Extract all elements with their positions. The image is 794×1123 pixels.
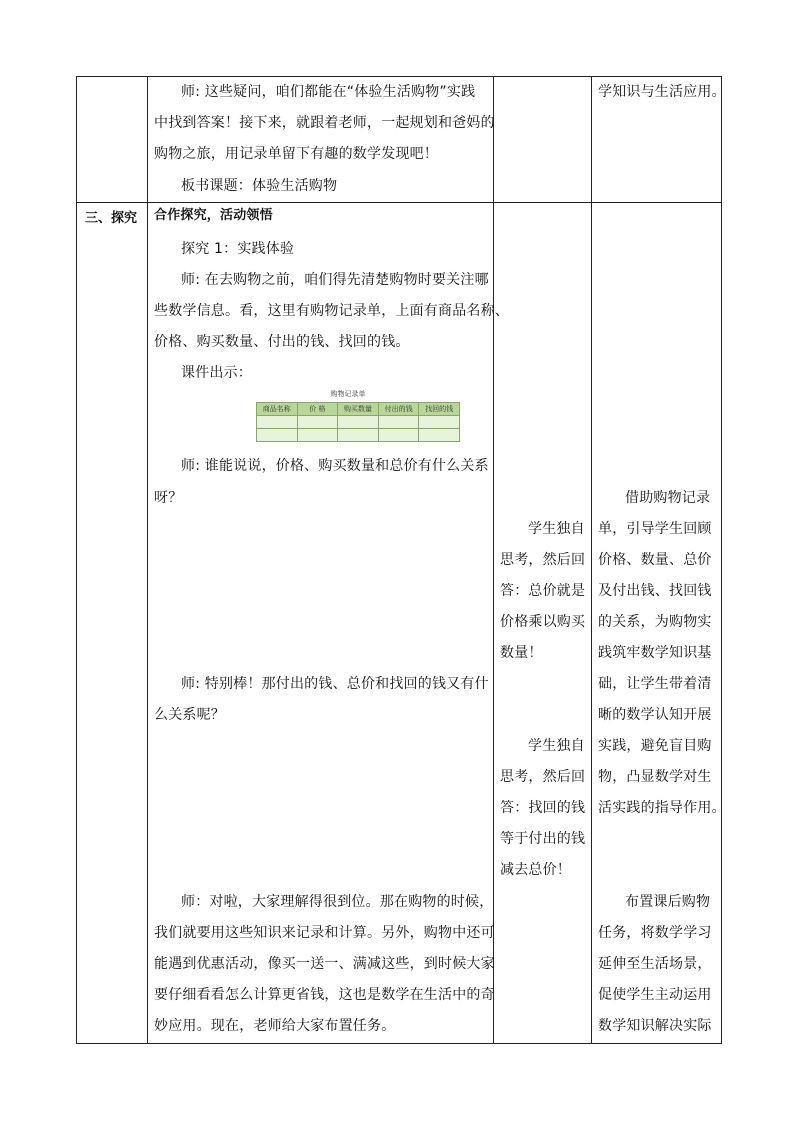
shopping-record-image — [256, 389, 460, 442]
student-activity-cell — [494, 203, 592, 1044]
table-row — [77, 203, 722, 1044]
teacher-activity-cell — [148, 77, 494, 203]
text-line: 么关系呢？ — [154, 707, 225, 724]
text-line: 活实践的指导作用。 — [598, 800, 726, 817]
text-line: 师: 在去购物之前，咱们得先清楚购物时要关注哪 — [181, 272, 489, 289]
text-line: 思考，然后回 — [500, 552, 586, 569]
record-row — [257, 429, 460, 442]
text-line: 及付出钱、找回钱 — [598, 583, 712, 600]
text-line: 能遇到优惠活动，像买一送一、满减这些，到时候大家 — [154, 956, 495, 973]
text-line: 的关系，为购物实 — [598, 614, 712, 631]
text-line: 数学知识解决实际 — [598, 1018, 712, 1035]
text-line: 答：找回的钱 — [500, 800, 586, 817]
table-row — [77, 77, 722, 203]
text-line: 减去总价！ — [500, 862, 571, 879]
text-line: 购物之旅，用记录单留下有趣的数学发现吧！ — [154, 146, 438, 162]
text-line: 思考，然后回 — [500, 769, 586, 786]
record-title: 购物记录单 — [330, 390, 366, 399]
text-line: 师：对啦，大家理解得很到位。那在购物的时候， — [181, 894, 494, 911]
text-line: 中找到答案！接下来，就跟着老师，一起规划和爸妈的 — [154, 115, 495, 131]
text-line: 物，凸显数学对生 — [598, 769, 712, 786]
record-header: 购买数量 — [338, 403, 379, 416]
record-header: 付出的钱 — [378, 403, 419, 416]
text-line: 学生独自 — [528, 738, 585, 755]
text-line: 价格、数量、总价 — [598, 552, 712, 569]
text-line: 探究 1：实践体验 — [181, 241, 295, 258]
record-header: 商品名称 — [257, 403, 298, 416]
text-line: 答：总价就是 — [500, 583, 586, 600]
text-line: 借助购物记录 — [625, 490, 711, 507]
text-line: 促使学生主动运用 — [598, 987, 712, 1004]
design-intent-cell — [592, 77, 726, 203]
text-line: 单，引导学生回顾 — [598, 521, 712, 538]
section-heading: 合作探究，活动领悟 — [154, 208, 273, 224]
record-table — [256, 402, 460, 442]
text-line: 师: 这些疑问，咱们都能在“体验生活购物”实践 — [181, 84, 476, 100]
text-line: 板书课题：体验生活购物 — [181, 178, 338, 194]
text-line: 延伸至生活场景， — [598, 956, 712, 973]
stage-label: 三、探究 — [85, 211, 138, 227]
text-line: 妙应用。现在，老师给大家布置任务。 — [154, 1018, 396, 1035]
text-line: 等于付出的钱 — [500, 831, 586, 848]
teacher-activity-cell — [148, 203, 509, 1044]
text-line: 课件出示： — [181, 365, 252, 382]
text-line: 呀？ — [154, 490, 183, 507]
text-line: 师: 谁能说说，价格、购买数量和总价有什么关系 — [181, 458, 489, 475]
stage-cell — [77, 203, 148, 1044]
record-header-row — [257, 403, 460, 416]
text-line: 晰的数学认知开展 — [598, 707, 712, 724]
text-line: 布置课后购物 — [625, 894, 711, 911]
record-row — [257, 416, 460, 429]
stage-cell — [77, 77, 148, 203]
text-line: 价格乘以购买 — [500, 614, 586, 631]
text-line: 师: 特别棒！那付出的钱、总价和找回的钱又有什 — [181, 676, 489, 693]
text-line: 价格、购买数量、付出的钱、找回的钱。 — [154, 334, 410, 351]
record-header: 价 格 — [297, 403, 338, 416]
student-activity-cell — [494, 77, 592, 203]
lesson-plan-table — [76, 76, 726, 1044]
record-header: 找回的钱 — [419, 403, 460, 416]
text-line: 数量！ — [500, 645, 543, 662]
text-line: 我们就要用这些知识来记录和计算。另外，购物中还可 — [154, 925, 495, 942]
text-line: 实践，避免盲目购 — [598, 738, 712, 755]
design-intent-cell — [592, 203, 726, 1044]
text-line: 践筑牢数学知识基 — [598, 645, 712, 662]
text-line: 础，让学生带着清 — [598, 676, 712, 693]
text-line: 任务，将数学学习 — [598, 925, 712, 942]
text-line: 要仔细看看怎么计算更省钱，这也是数学在生活中的奇 — [154, 987, 495, 1004]
text-line: 学知识与生活应用。 — [598, 84, 726, 100]
text-line: 些数学信息。看，这里有购物记录单，上面有商品名称、 — [154, 303, 509, 320]
text-line: 学生独自 — [528, 521, 585, 538]
